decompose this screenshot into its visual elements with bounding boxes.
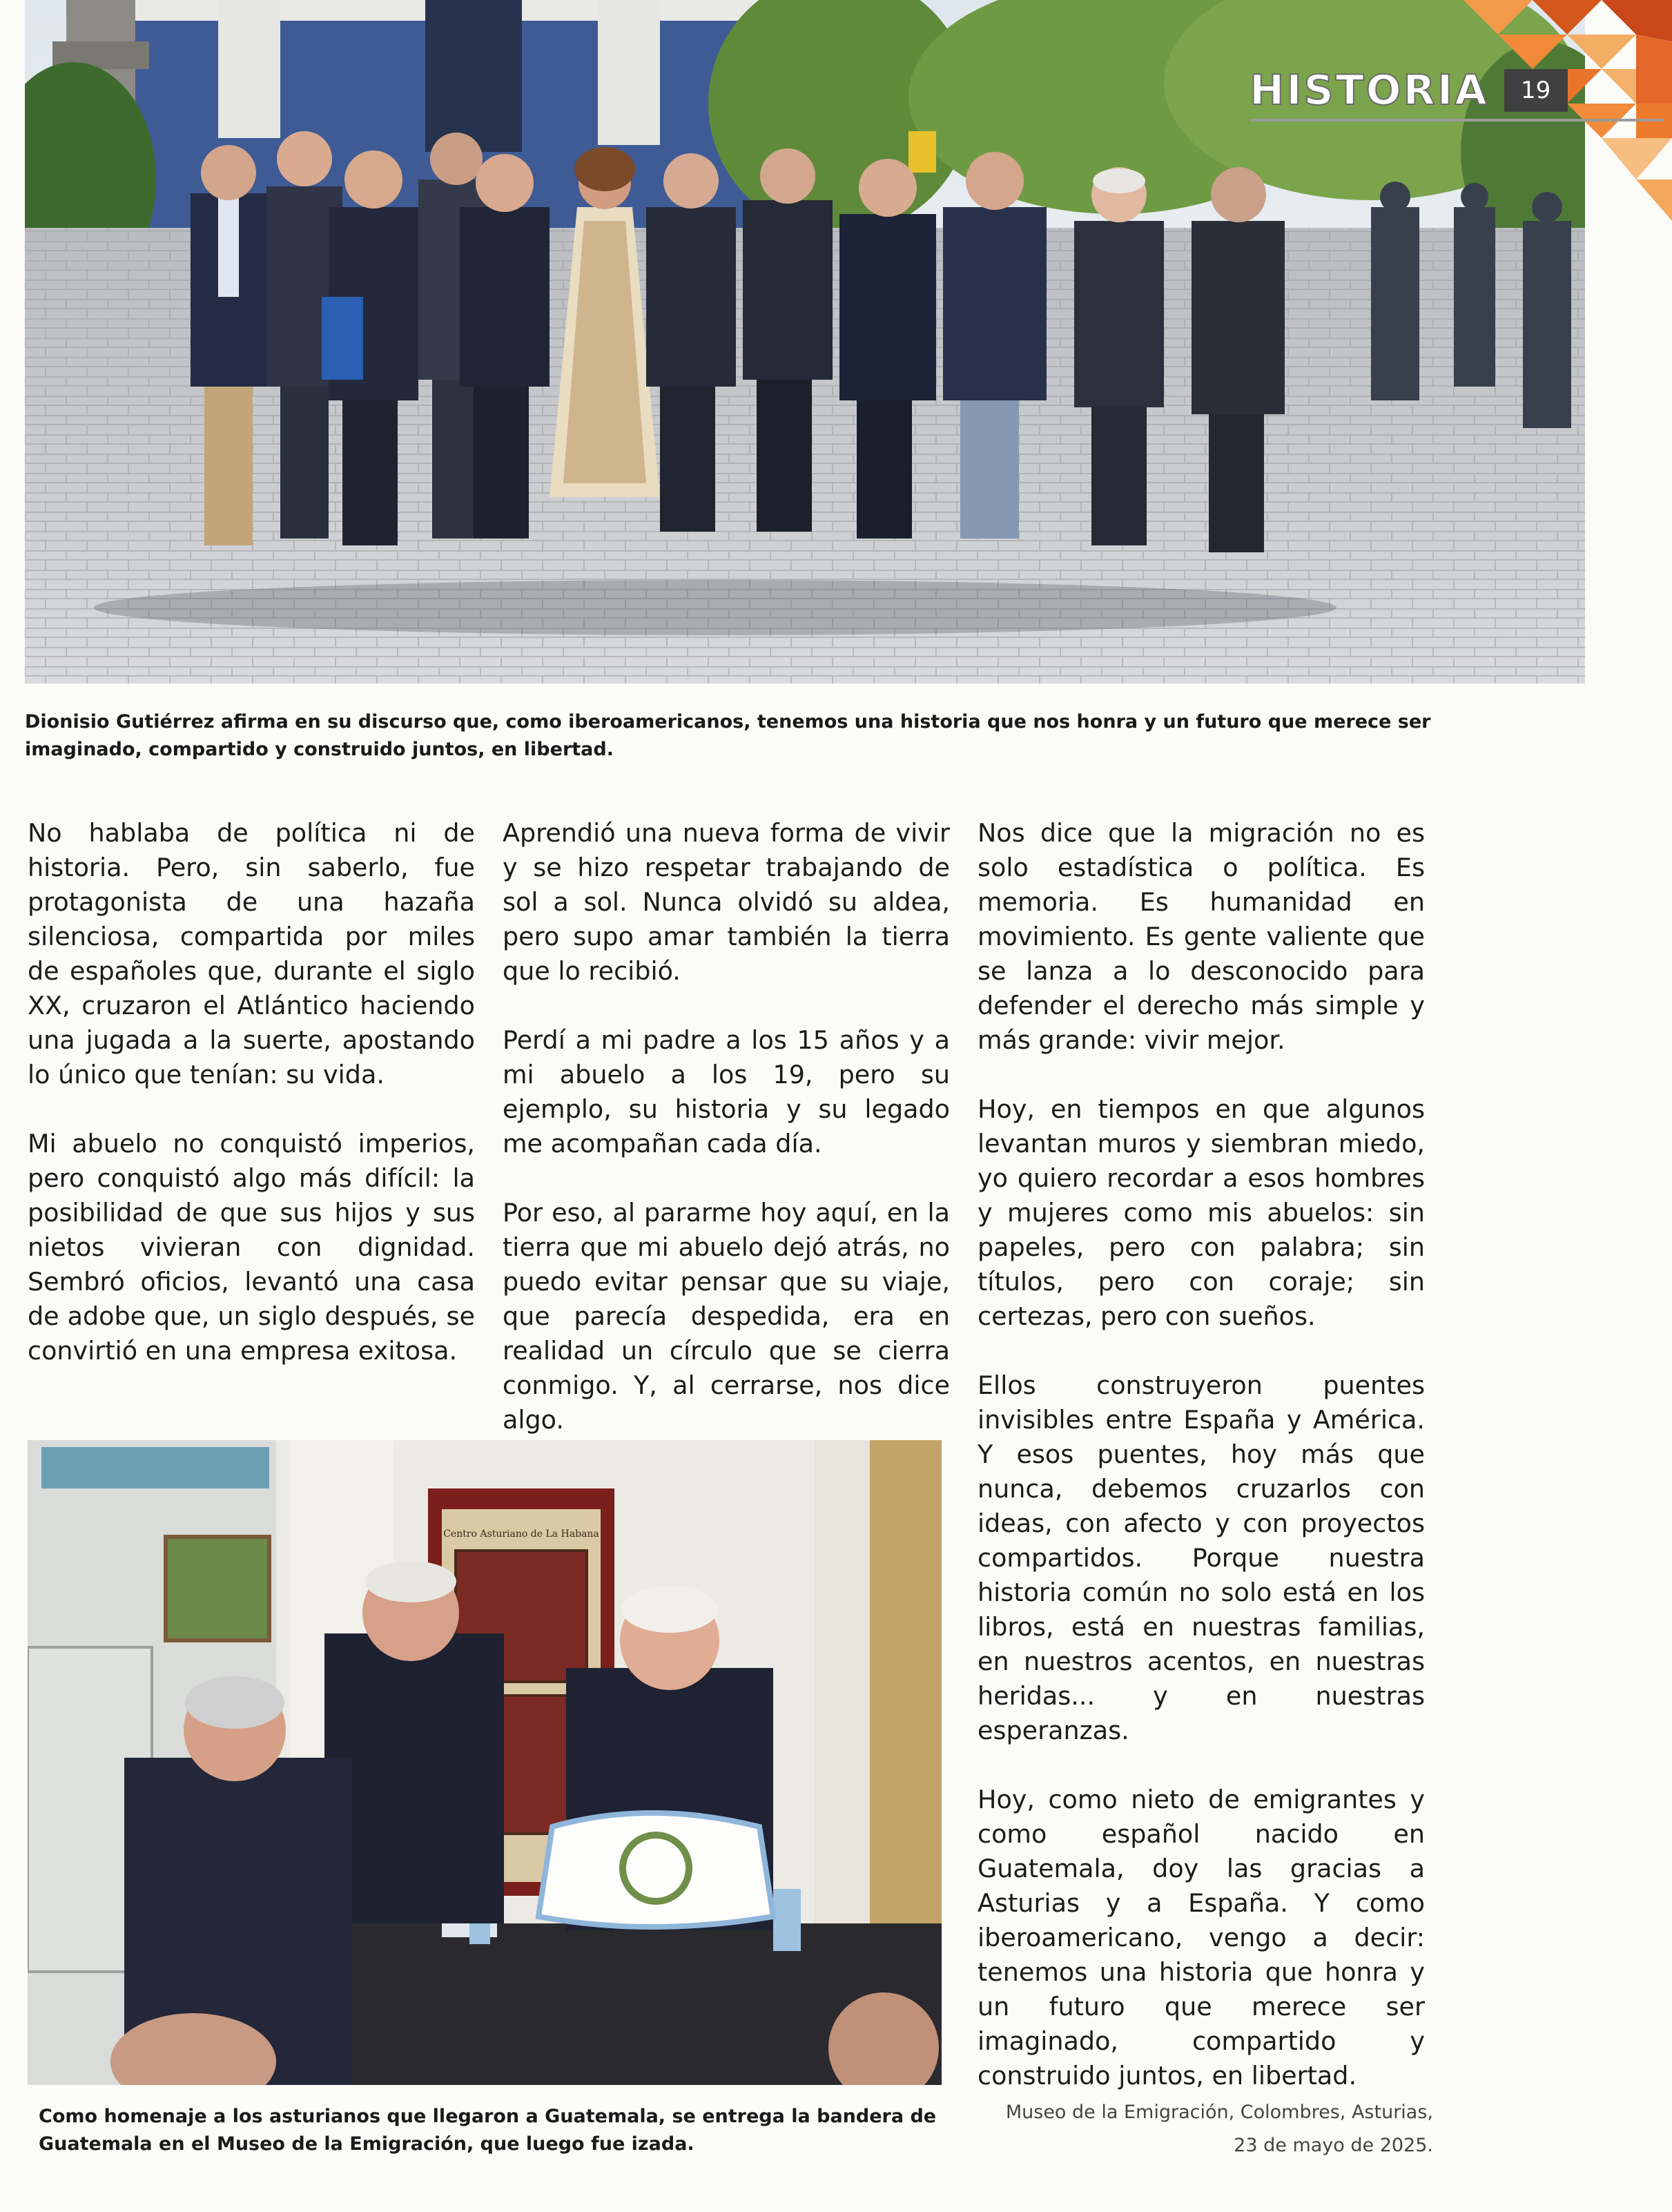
article-column-3 bbox=[978, 816, 1425, 2128]
article-signoff bbox=[966, 2096, 1433, 2162]
section-title: HISTORIA bbox=[1250, 66, 1489, 115]
paragraph: Aprendió una nueva forma de vivir y se hizo respetar trabajando de sol a sol. Nunca olvidó su aldea, pero supo amar también la tierra que lo recibió. bbox=[503, 818, 950, 986]
paragraph: Mi abuelo no conquistó imperios, pero conquistó algo más difícil: la posibilidad de que sus hijos y sus nietos vivieran con dignidad. Sembró oficios, levantó una casa de adobe que, un siglo después, se convirtió en una empresa exitosa. bbox=[28, 1129, 475, 1366]
flag-ceremony-photo bbox=[28, 1440, 942, 2085]
paragraph: Perdí a mi padre a los 15 años y a mi abuelo a los 19, pero su ejemplo, su historia y su legado me acompañan cada día. bbox=[503, 1025, 950, 1158]
signoff-location: Museo de la Emigración, Colombres, Asturias, bbox=[1005, 2102, 1433, 2123]
article-column-2 bbox=[503, 816, 950, 1472]
header-rule bbox=[1250, 119, 1664, 122]
paragraph: No hablaba de política ni de historia. Pero, sin saberlo, fue protagonista de una hazaña silenciosa, compartida por miles de españoles que, durante el siglo XX, cruzaron el Atlántico haciendo una jugada a la suerte, apostando lo único que tenían: su vida. bbox=[28, 818, 475, 1089]
article-column-1 bbox=[28, 816, 475, 1403]
banner-label: Centro Asturiano de La Habana bbox=[443, 1529, 599, 1540]
page-number: 19 bbox=[1504, 69, 1568, 112]
signoff-date: 23 de mayo de 2025. bbox=[1234, 2135, 1433, 2156]
paragraph: Nos dice que la migración no es solo estadística o política. Es memoria. Es humanidad en movimiento. Es gente valiente que se lanza a lo desconocido para defender el derecho más simple y más grande: vivir mejor. bbox=[978, 818, 1425, 1055]
section-header bbox=[1250, 66, 1568, 115]
photo-caption-bottom: Como homenaje a los asturianos que llegaron a Guatemala, se entrega la bandera de Guatemala en el Museo de la Emigración, que luego fue izada. bbox=[39, 2106, 937, 2155]
paragraph: Hoy, en tiempos en que algunos levantan muros y siembran miedo, yo quiero recordar a esos hombres y mujeres como mis abuelos: sin papeles, pero con palabra; sin títulos, pero con coraje; sin certezas, pero con sueños. bbox=[978, 1094, 1425, 1331]
paragraph: Por eso, al pararme hoy aquí, en la tierra que mi abuelo dejó atrás, no puedo evitar pensar que su viaje, que parecía despedida, era en realidad un círculo que se cierra conmigo. Y, al cerrarse, nos dice algo. bbox=[503, 1198, 950, 1435]
paragraph: Ellos construyeron puentes invisibles entre España y América. Y esos puentes, hoy más que nunca, debemos cruzarlos con ideas, con afecto y con proyectos compartidos. Porque nuestra historia común no solo está en los libros, está en nuestras familias, en nuestros acentos, en nuestras heridas... y en nuestras esperanzas. bbox=[978, 1370, 1425, 1745]
photo-caption-top: Dionisio Gutiérrez afirma en su discurso que, como iberoamericanos, tenemos una historia que nos honra y un futuro que merece ser imaginado, compartido y construido juntos, en libertad. bbox=[25, 711, 1431, 760]
paragraph: Hoy, como nieto de emigrantes y como español nacido en Guatemala, doy las gracias a Asturias y a España. Y como iberoamericano, vengo a decir: tenemos una historia que honra y un futuro que merece ser imaginado, compartido y construido juntos, en libertad. bbox=[978, 1785, 1425, 2090]
